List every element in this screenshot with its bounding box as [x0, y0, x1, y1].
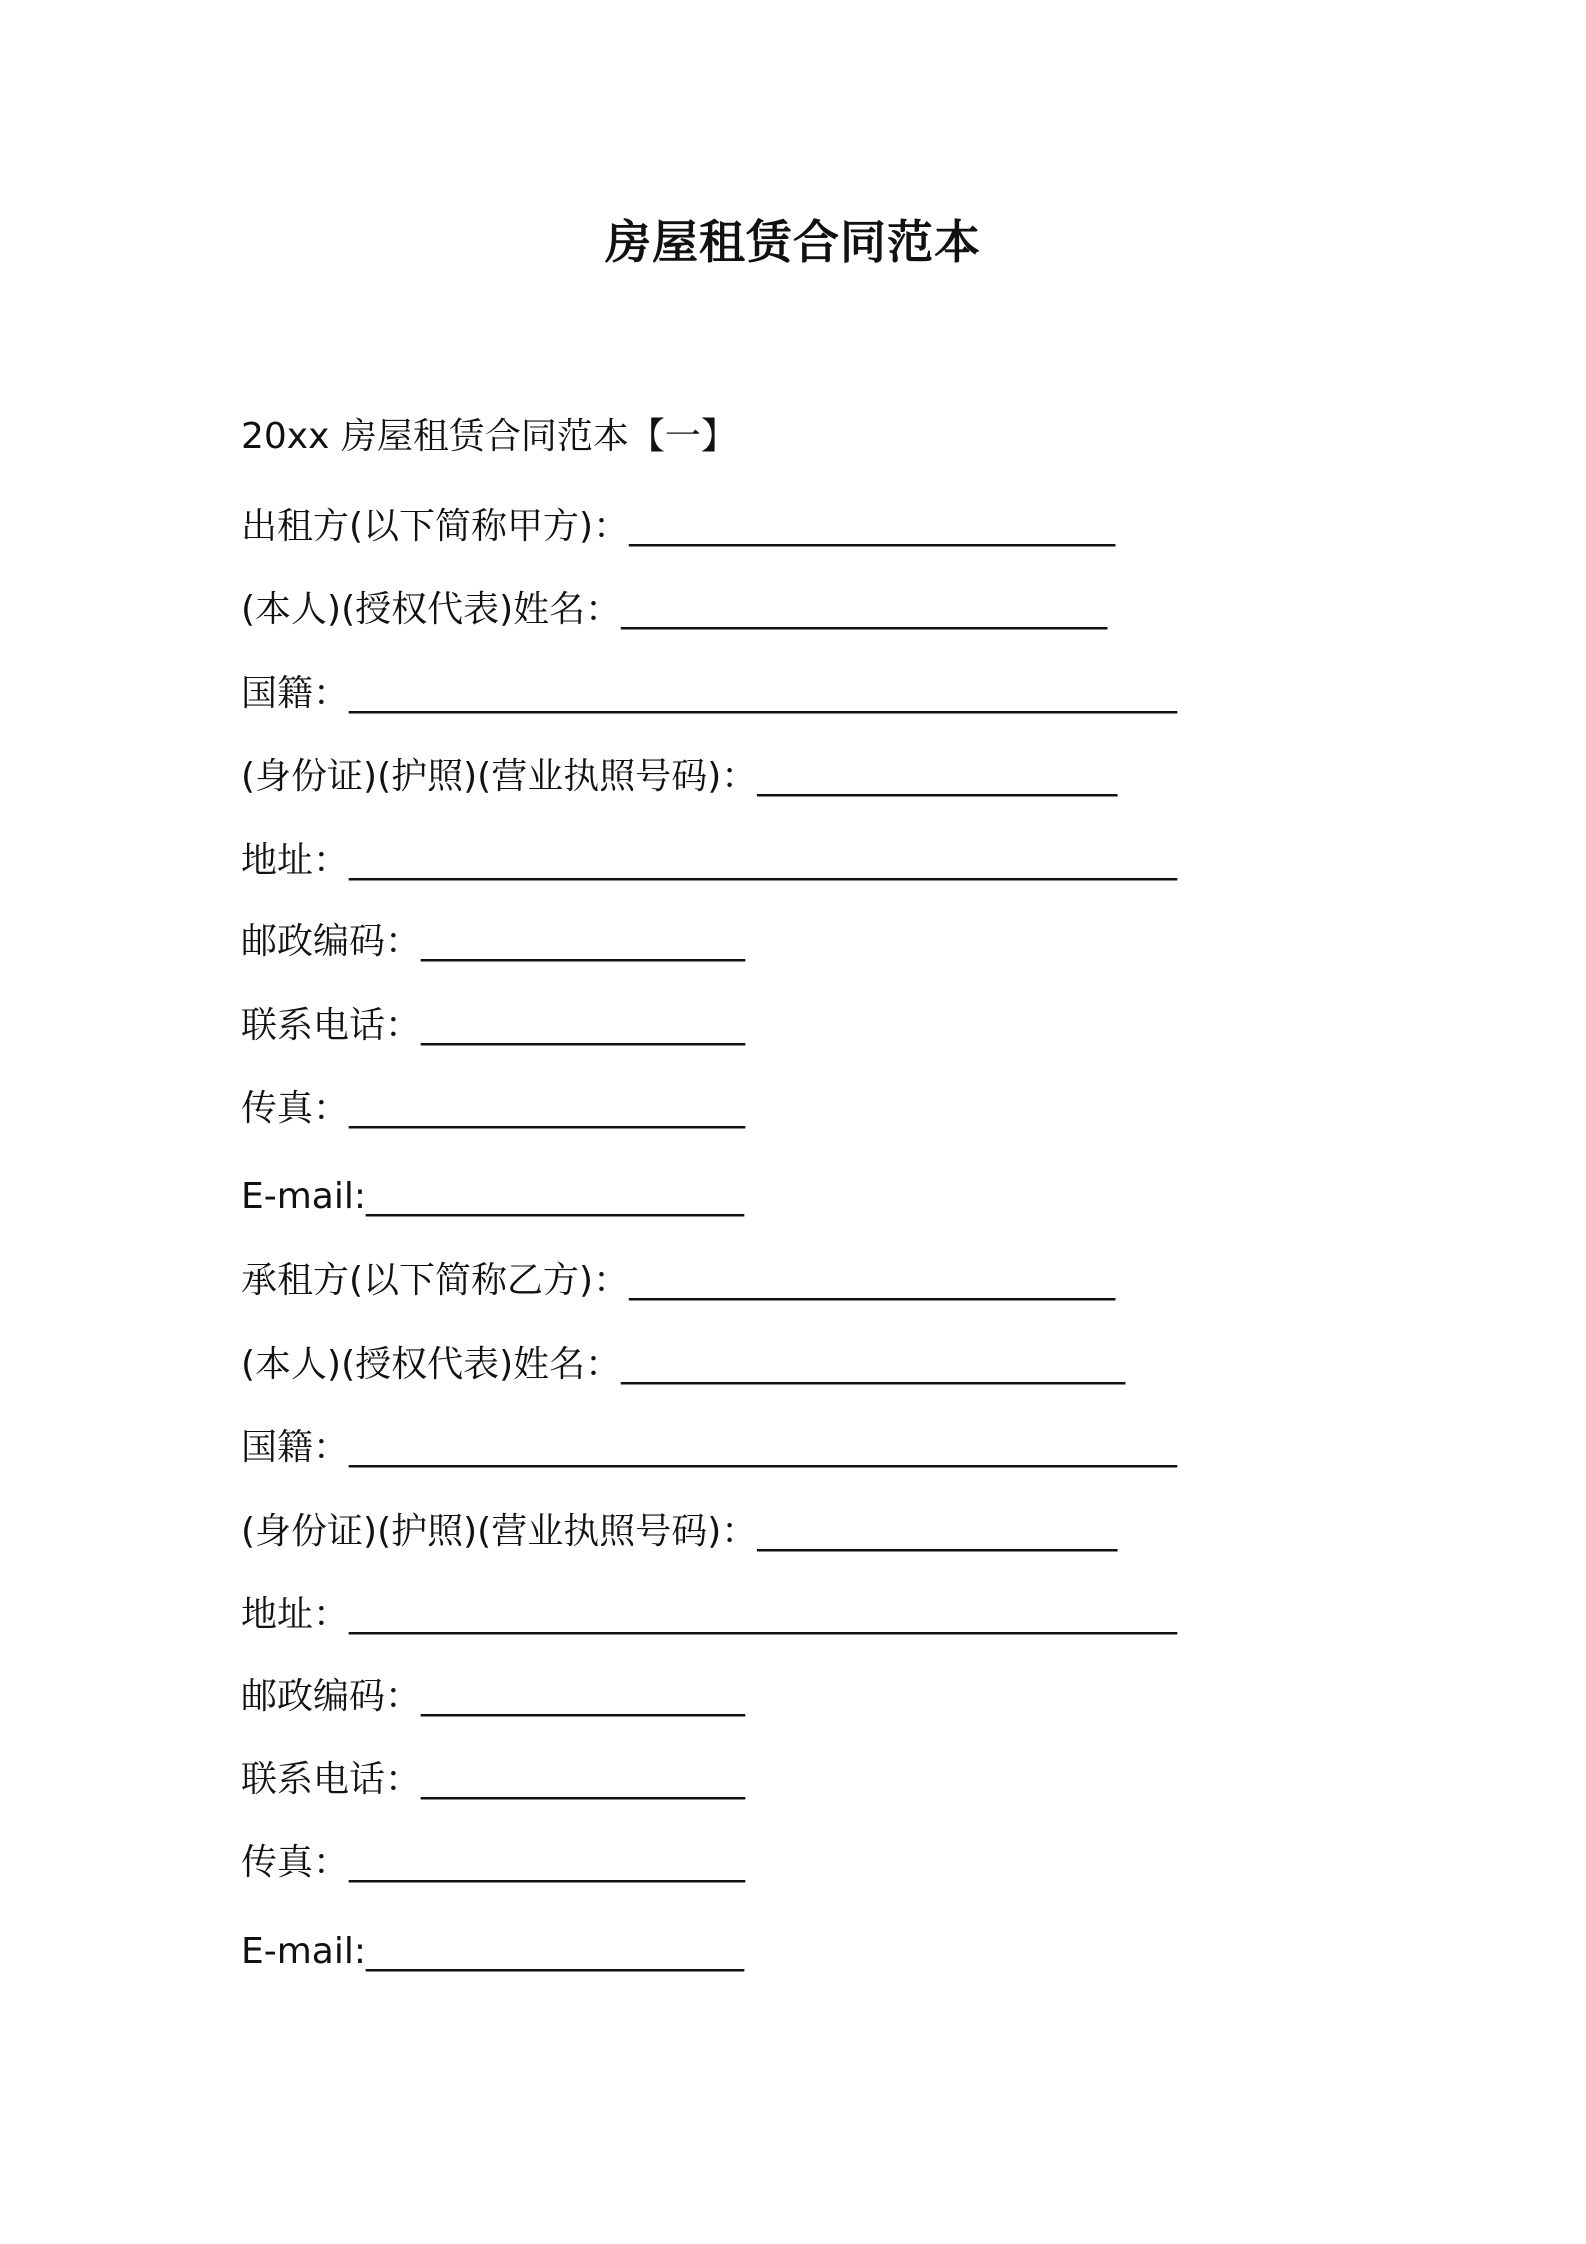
lessee-postcode-field: [241, 1672, 745, 1722]
lessee-nationality-field: [241, 1423, 1177, 1473]
section-title: 20xx 房屋租赁合同范本【一】: [241, 416, 737, 457]
lessee-id-label: (身份证)(护照)(营业执照号码)：____________________: [241, 1511, 1118, 1552]
lessee-nationality-label: 国籍：______________________________________________: [241, 1427, 1178, 1468]
lessor-fax-label: 传真：______________________: [241, 1088, 746, 1129]
lessor-email-field: [241, 1172, 744, 1222]
lessor-address-field: [241, 836, 1177, 886]
lessor-name-label: (本人)(授权代表)姓名：___________________________: [241, 589, 1108, 630]
lessor-label: 出租方(以下简称甲方)：___________________________: [241, 506, 1116, 547]
lessor-address-label: 地址：______________________________________________: [241, 840, 1178, 881]
lessee-phone-field: [241, 1755, 745, 1805]
lessor-phone-label: 联系电话：__________________: [241, 1005, 746, 1046]
lessee-phone-label: 联系电话：__________________: [241, 1759, 746, 1800]
lessor-postcode-label: 邮政编码：__________________: [241, 921, 746, 962]
lessee-address-field: [241, 1590, 1177, 1640]
lessor-email-label: E-mail:_____________________: [241, 1176, 744, 1217]
lessee-name-label: (本人)(授权代表)姓名：____________________________: [241, 1344, 1126, 1385]
lessee-name-field: [241, 1340, 1125, 1390]
lessor-nationality-field: [241, 669, 1177, 719]
lessor-field: [241, 502, 1115, 552]
lessor-phone-field: [241, 1001, 745, 1051]
lessee-fax-field: [241, 1838, 745, 1888]
lessor-postcode-field: [241, 917, 745, 967]
lessor-id-label: (身份证)(护照)(营业执照号码)：____________________: [241, 756, 1118, 797]
lessee-postcode-label: 邮政编码：__________________: [241, 1676, 746, 1717]
document-title: 房屋租赁合同范本: [605, 215, 981, 269]
lessor-name-field: [241, 585, 1107, 635]
lessee-id-field: [241, 1507, 1117, 1557]
lessee-address-label: 地址：______________________________________________: [241, 1594, 1178, 1635]
lessee-label: 承租方(以下简称乙方)：___________________________: [241, 1260, 1116, 1301]
lessee-field: [241, 1256, 1115, 1306]
lessee-email-field: [241, 1927, 744, 1977]
lessee-email-label: E-mail:_____________________: [241, 1931, 744, 1972]
lessor-fax-field: [241, 1084, 745, 1134]
lessee-fax-label: 传真：______________________: [241, 1842, 746, 1883]
lessor-id-field: [241, 752, 1117, 802]
lessor-nationality-label: 国籍：______________________________________________: [241, 673, 1178, 714]
